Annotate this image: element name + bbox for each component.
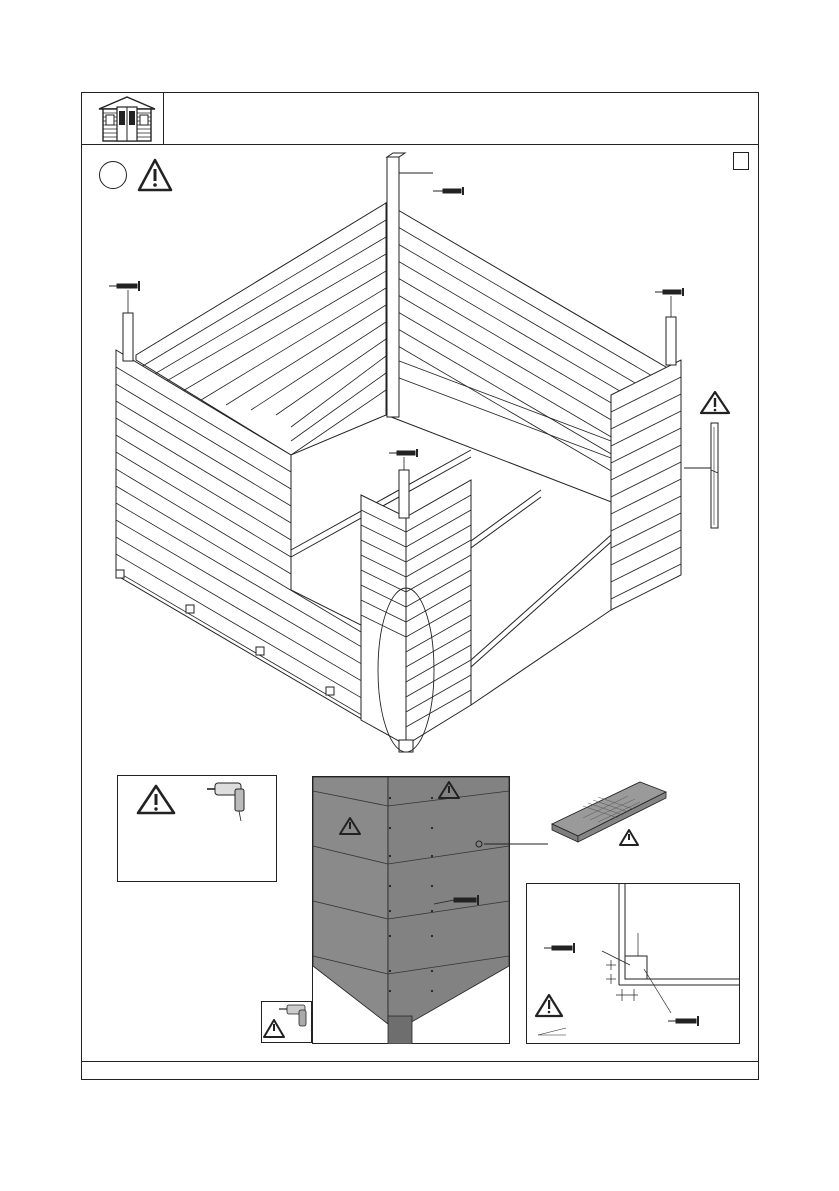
shed-wall-assembly xyxy=(81,145,759,765)
warning-triangle-icon xyxy=(701,392,729,413)
garden-shed-icon xyxy=(97,95,157,143)
corner-plan xyxy=(526,883,741,1045)
drill-warning-small xyxy=(261,1001,313,1044)
footer-rule xyxy=(81,1061,759,1062)
header-divider xyxy=(163,92,164,145)
board-detail xyxy=(478,778,670,848)
drill-warning-box xyxy=(117,775,279,885)
warning-triangle-icon xyxy=(620,830,638,845)
corner-profile-detail xyxy=(711,423,718,528)
